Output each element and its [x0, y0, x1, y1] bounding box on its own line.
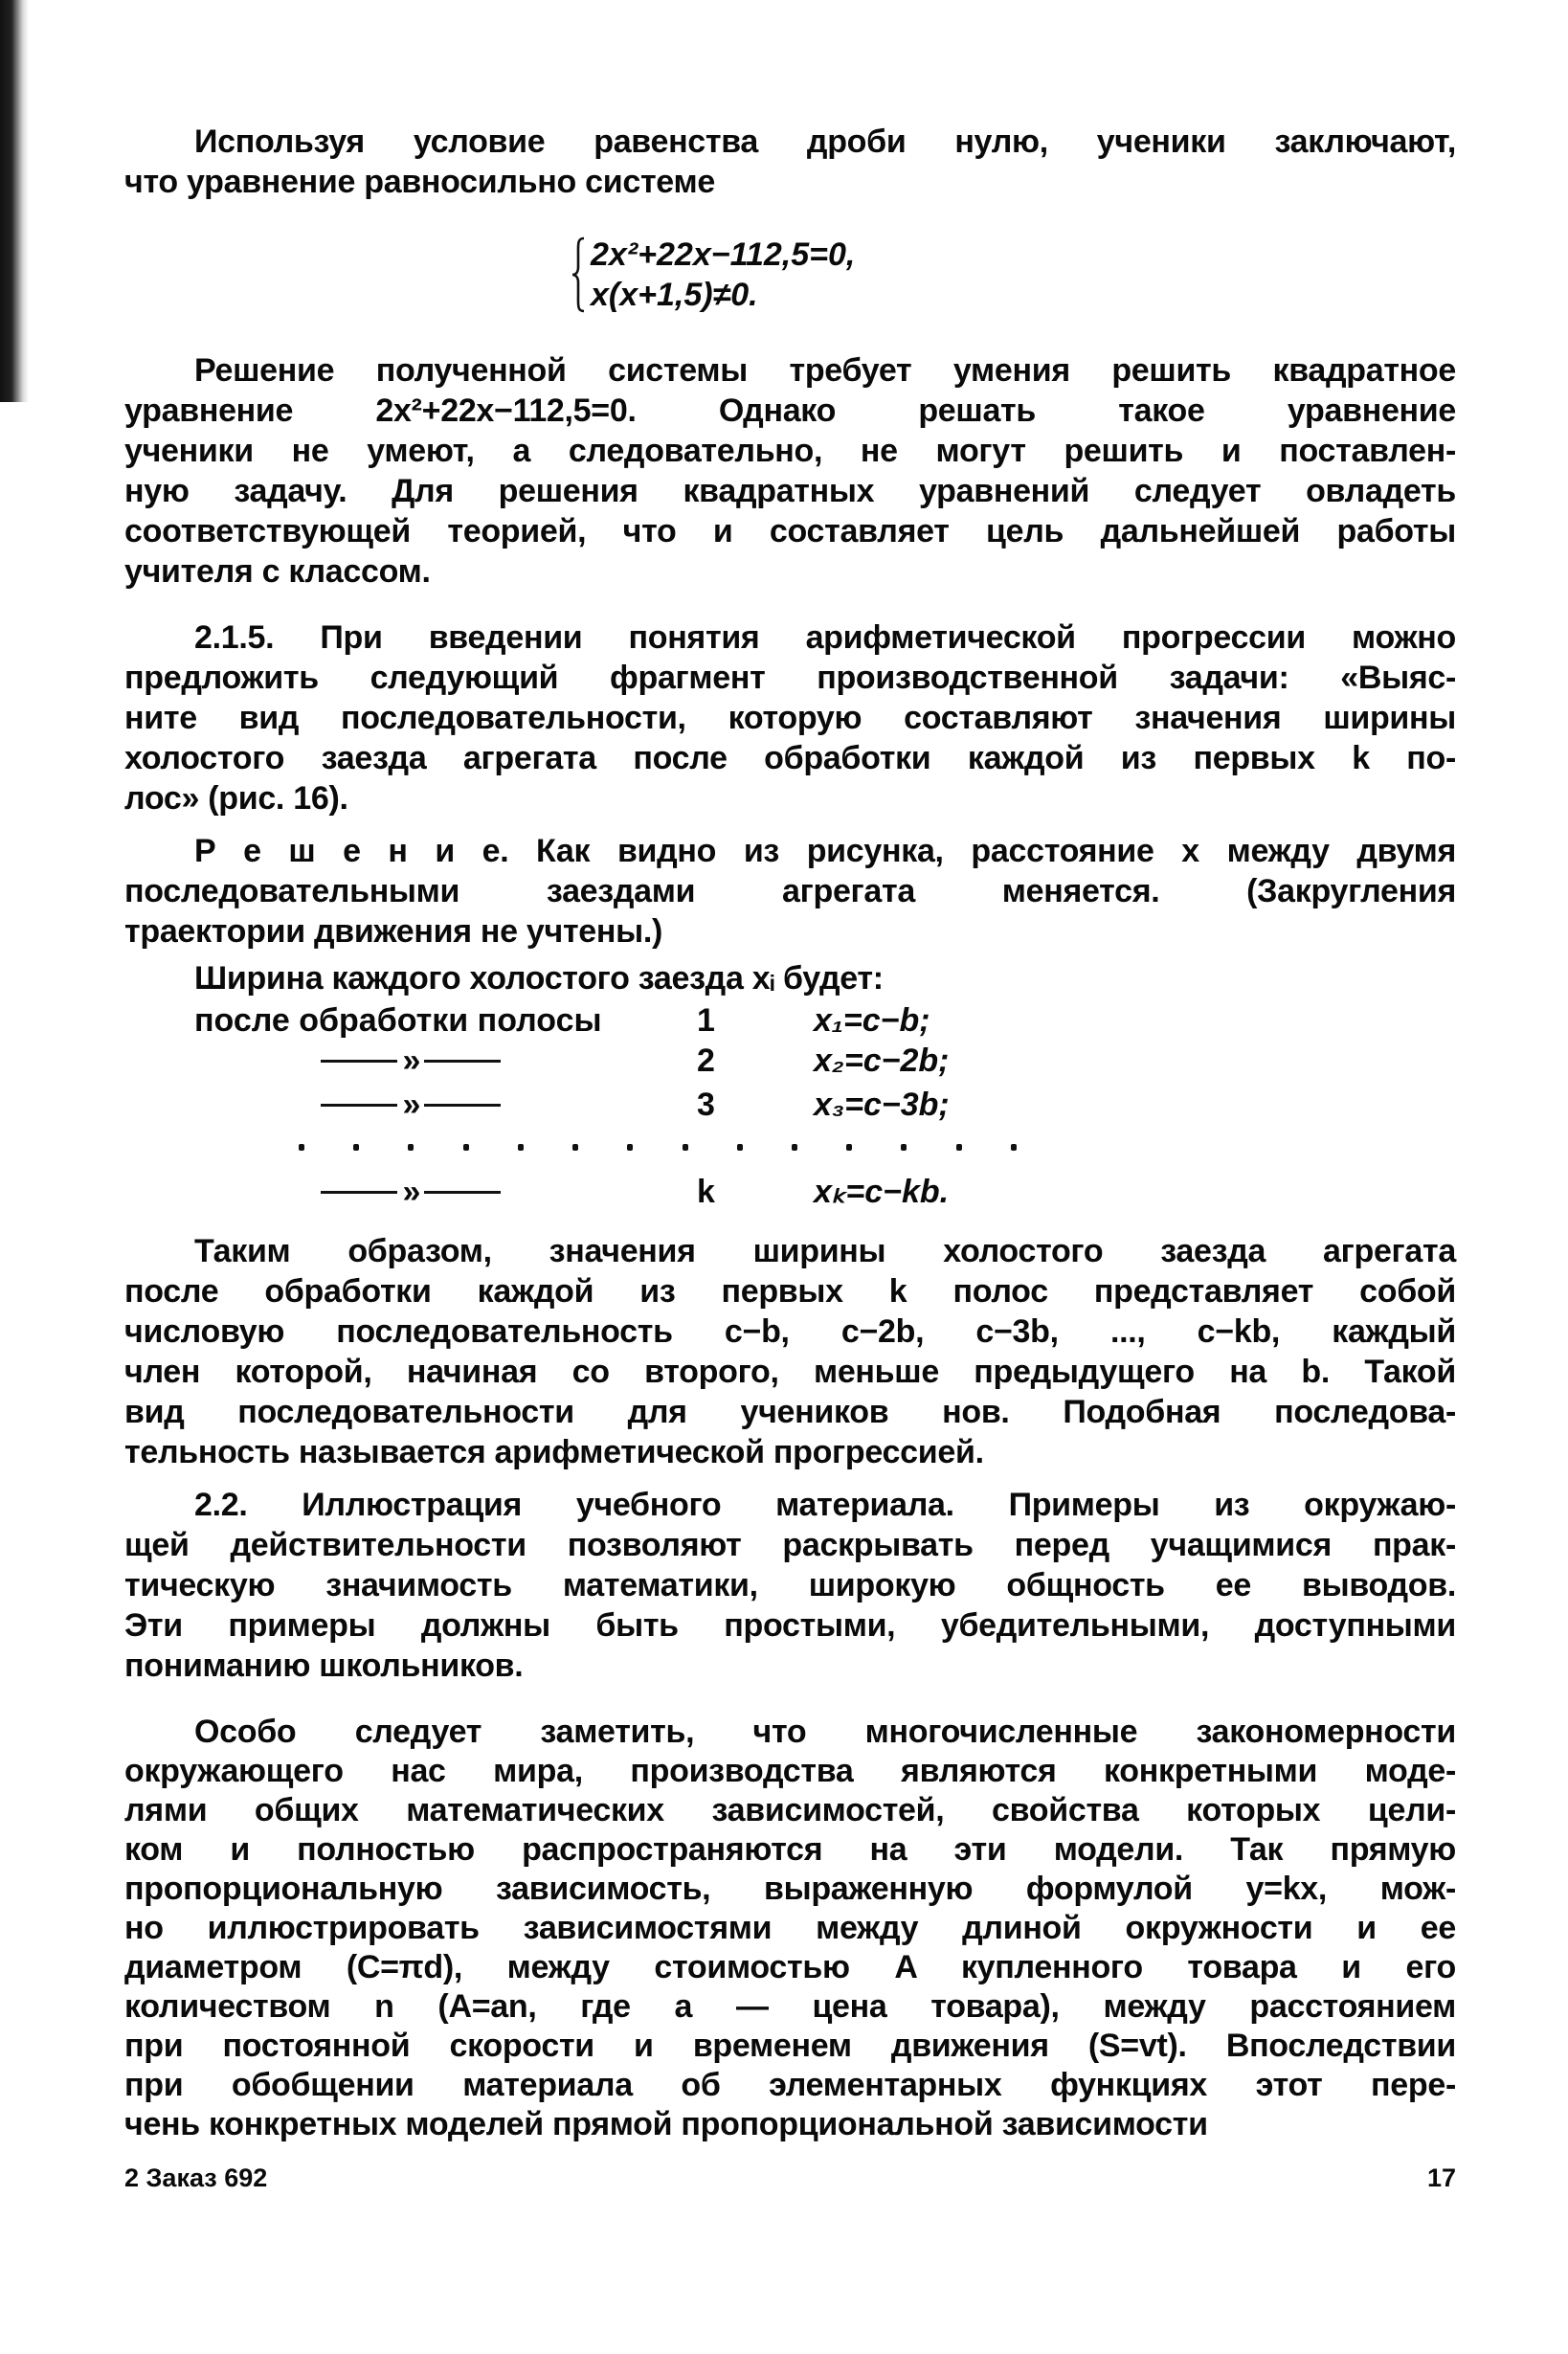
- text-line: Особо следует заметить, что многочисленные закономерности: [194, 1714, 1456, 1750]
- text-line: после обработки каждой из первых k полос представляет собой: [124, 1273, 1456, 1310]
- text-line: учителя с классом.: [124, 553, 431, 590]
- strip-number: 2: [697, 1042, 715, 1079]
- system-equation-1: 2x²+22x−112,5=0,: [591, 236, 856, 273]
- ditto-dash: [424, 1191, 501, 1194]
- table-row: [0, 1041, 1568, 1081]
- paragraph-p5: [124, 958, 1456, 998]
- text-line: ную задачу. Для решения квадратных уравнений следует овладеть: [124, 473, 1456, 509]
- width-formula: x₃=c−3b;: [814, 1087, 950, 1123]
- left-brace: [571, 236, 585, 313]
- printer-signature: 2 Заказ 692: [124, 2163, 268, 2192]
- strip-number: k: [697, 1174, 715, 1210]
- width-formula: xₖ=c−kb.: [814, 1174, 950, 1210]
- text-line: Решение полученной системы требует умения решить квадратное: [194, 352, 1456, 389]
- paragraph-p4: [124, 831, 1456, 952]
- text-line: при постоянной скорости и временем движения (S=vt). Впоследствии: [124, 2028, 1456, 2064]
- table-row: [0, 1085, 1568, 1125]
- text-span: Примеры из окружаю-: [953, 1487, 1456, 1523]
- section-heading: 2.2. Иллюстрация учебного материала.: [194, 1487, 954, 1523]
- text-line: при обобщении материала об элементарных функциях этот пере-: [124, 2067, 1456, 2103]
- scan-edge-shadow: [0, 0, 29, 402]
- text-line: член которой, начиная со второго, меньше предыдущего на b. Такой: [124, 1354, 1456, 1390]
- text-line: тельность называется арифметической прогрессией.: [124, 1434, 984, 1470]
- text-span: При введении понятия арифметической прогрессии можно: [274, 619, 1456, 656]
- text-line: вид последовательности для учеников нов. Подобная последова-: [124, 1394, 1456, 1430]
- paragraph-p6: [124, 1231, 1456, 1472]
- text-line: Используя условие равенства дроби нулю, ученики заключают,: [194, 123, 1456, 160]
- text-line: но иллюстрировать зависимостями между длиной окружности и ее: [124, 1910, 1456, 1946]
- text-line: [124, 617, 1456, 658]
- text-line: уравнение 2x²+22x−112,5=0. Однако решать такое уравнение: [124, 392, 1456, 429]
- paragraph-p7: [124, 1485, 1456, 1686]
- page-number: 17: [1426, 2163, 1456, 2192]
- strip-number: 3: [697, 1087, 715, 1123]
- text-line: лями общих математических зависимостей, свойства которых цели-: [124, 1792, 1456, 1828]
- text-line: диаметром (C=πd), между стоимостью A купленного товара и его: [124, 1949, 1456, 1985]
- system-equation-2: x(x+1,5)≠0.: [591, 277, 758, 313]
- text-line: траектории движения не учтены.): [124, 913, 663, 950]
- text-line: пропорциональную зависимость, выраженную формулой y=kx, мож-: [124, 1871, 1456, 1907]
- ditto-dash: [321, 1104, 397, 1107]
- text-line: ните вид последовательности, которую составляют значения ширины: [124, 700, 1456, 736]
- section-heading: 2.1.5.: [194, 619, 275, 656]
- ditto-mark: »: [402, 1042, 421, 1079]
- text-line: чень конкретных моделей прямой пропорциональной зависимости: [124, 2106, 1208, 2142]
- text-line: числовую последовательность c−b, c−2b, c−3b, ..., c−kb, каждый: [124, 1313, 1456, 1350]
- text-line: [124, 1485, 1456, 1525]
- text-line: холостого заезда агрегата после обработки каждой из первых k по-: [124, 740, 1456, 776]
- text-line: пониманию школьников.: [124, 1648, 524, 1684]
- paragraph-p2: [124, 350, 1456, 592]
- text-line: щей действительности позволяют раскрывать перед учащимися прак-: [124, 1527, 1456, 1563]
- text-line: окружающего нас мира, производства являются конкретными моде-: [124, 1753, 1456, 1789]
- ditto-mark: »: [402, 1174, 421, 1210]
- ditto-mark: »: [402, 1087, 421, 1123]
- width-formula: x₁=c−b;: [814, 1002, 930, 1039]
- text-line: ком и полностью распространяются на эти модели. Так прямую: [124, 1831, 1456, 1868]
- equation-system: [571, 234, 855, 316]
- table-row: [0, 1172, 1568, 1212]
- paragraph-p8: [124, 1713, 1456, 2144]
- ellipsis-dots: [299, 1144, 1017, 1151]
- text-line: Ширина каждого холостого заезда xᵢ будет:: [194, 960, 884, 997]
- text-line: что уравнение равносильно системе: [124, 164, 715, 200]
- ditto-dash: [321, 1060, 397, 1063]
- text-line: количеством n (A=an, где a — цена товара), между расстоянием: [124, 1988, 1456, 2025]
- text-line: соответствующей теорией, что и составляет цель дальнейшей работы: [124, 513, 1456, 549]
- text-line: предложить следующий фрагмент производственной задачи: «Выяс-: [124, 660, 1456, 696]
- ditto-dash: [424, 1060, 501, 1063]
- text-line: лос» (рис. 16).: [124, 780, 348, 817]
- ditto-dash: [424, 1104, 501, 1107]
- text-line: тическую значимость математики, широкую общность ее выводов.: [124, 1567, 1456, 1603]
- text-line: ученики не умеют, а следовательно, не могут решить и поставлен-: [124, 433, 1456, 469]
- width-formula: x₂=c−2b;: [814, 1042, 950, 1079]
- row-label: после обработки полосы: [194, 1002, 602, 1039]
- strip-number: 1: [697, 1002, 715, 1039]
- text-line: Р е ш е н и е. Как видно из рисунка, расстояние x между двумя: [194, 833, 1456, 869]
- table-row: [0, 1000, 1568, 1041]
- text-line: Эти примеры должны быть простыми, убедительными, доступными: [124, 1607, 1456, 1644]
- ditto-dash: [321, 1191, 397, 1194]
- paragraph-p1: [124, 122, 1456, 202]
- paragraph-p3: [124, 617, 1456, 818]
- text-line: последовательными заездами агрегата меняется. (Закругления: [124, 873, 1456, 909]
- text-line: Таким образом, значения ширины холостого заезда агрегата: [194, 1233, 1456, 1269]
